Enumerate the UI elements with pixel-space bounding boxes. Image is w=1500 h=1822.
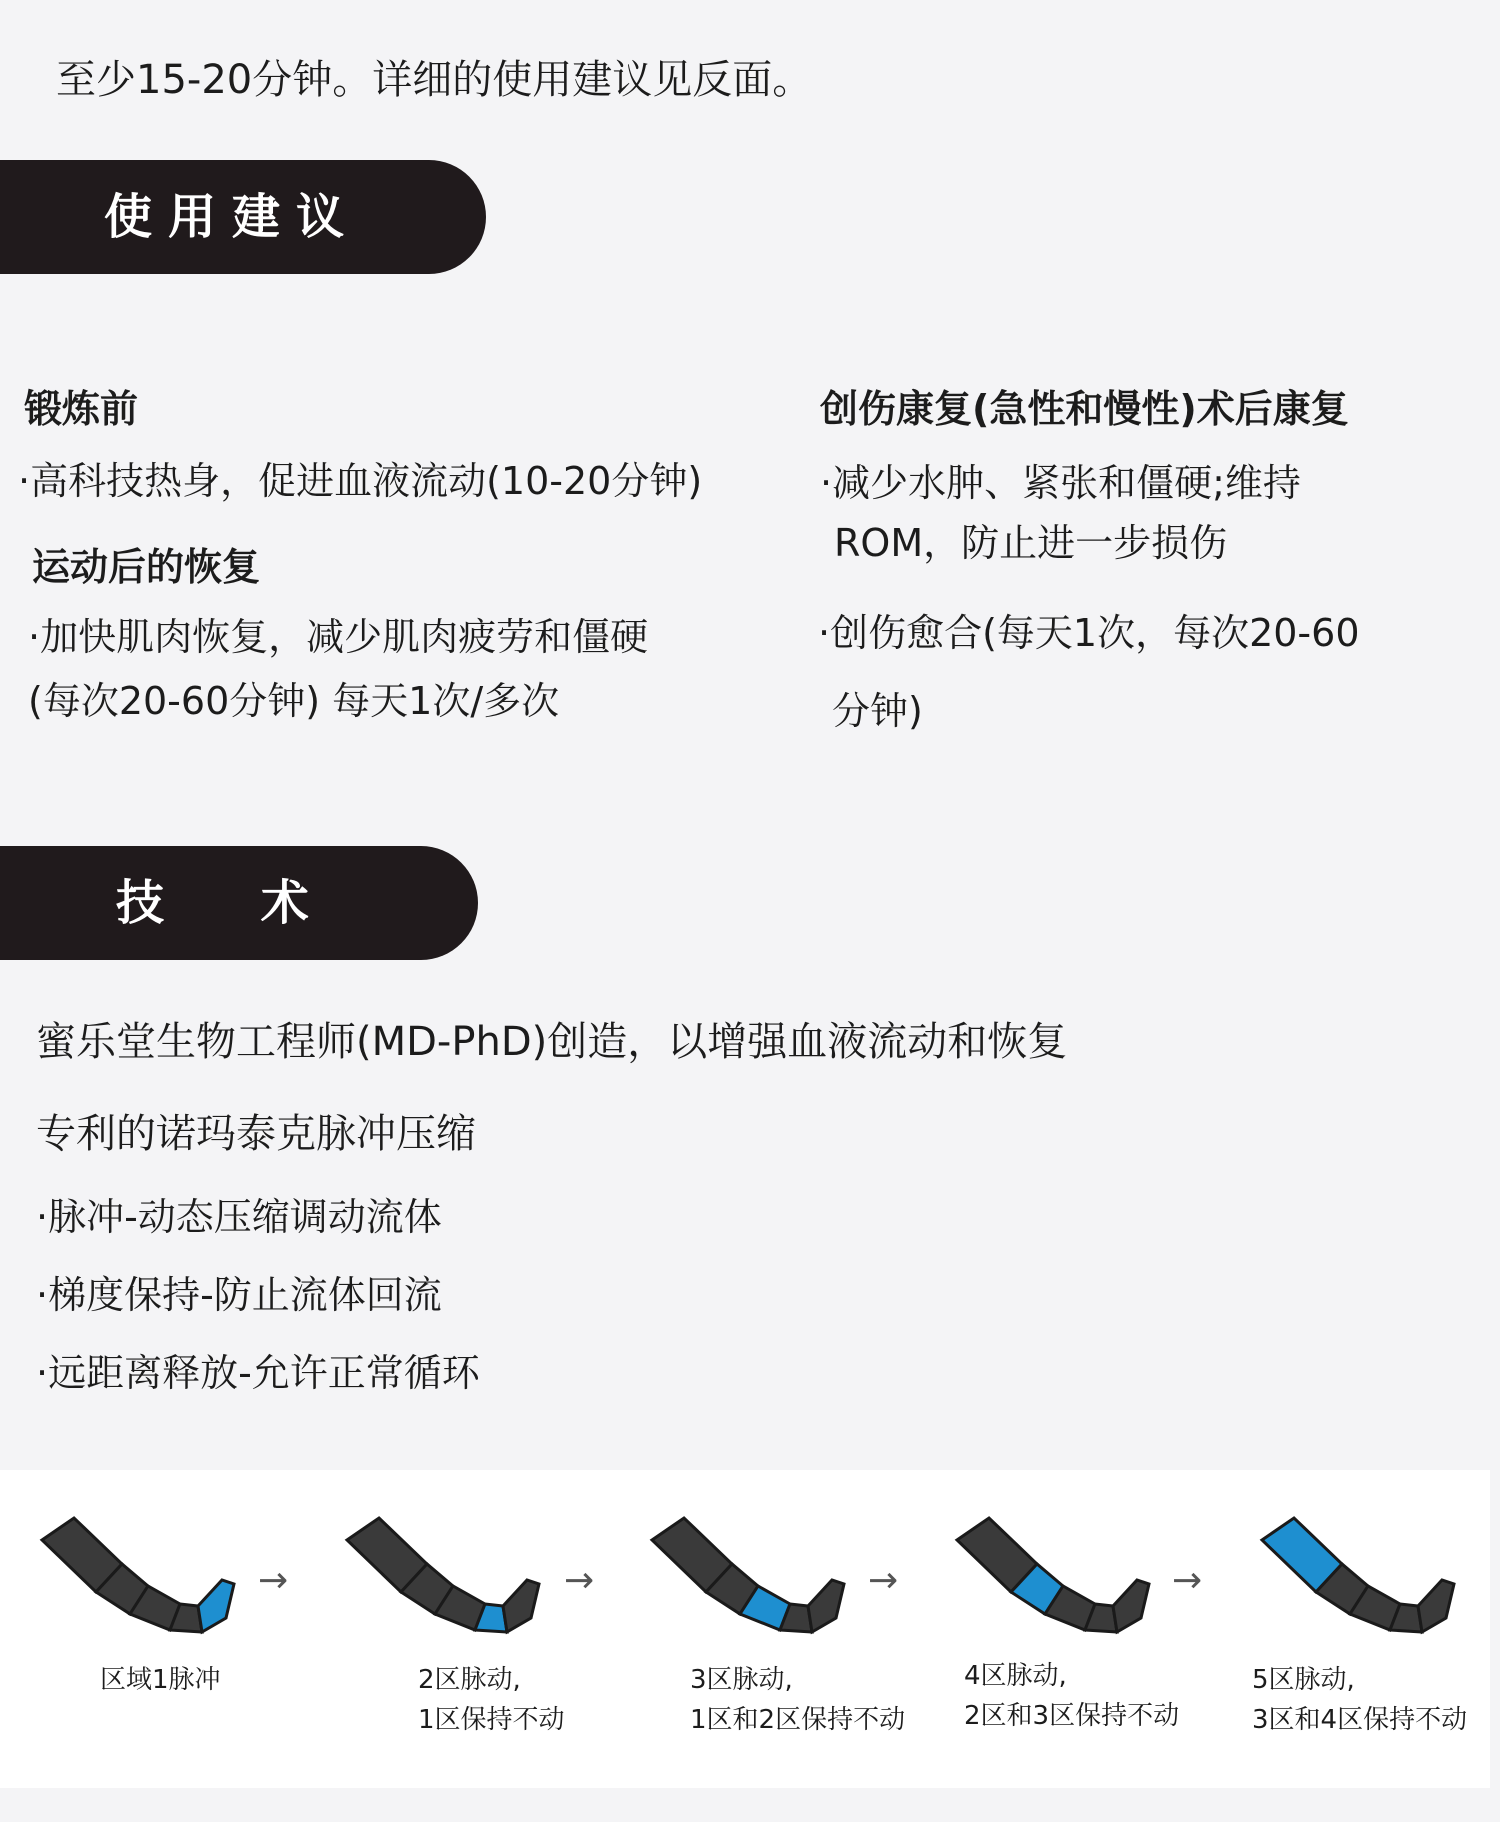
tech-banner bbox=[0, 846, 478, 960]
healing-text-2: 分钟) bbox=[832, 689, 923, 733]
tech-bullet-2: ·梯度保持-防止流体回流 bbox=[36, 1273, 442, 1317]
boot-zone-foot bbox=[198, 1580, 234, 1632]
intro-text: 至少15-20分钟。详细的使用建议见反面。 bbox=[56, 57, 813, 103]
step-caption-line: 4区脉动, bbox=[964, 1661, 1067, 1691]
step-caption-line: 1区保持不动 bbox=[418, 1705, 565, 1735]
step-caption-line: 2区脉动, bbox=[418, 1665, 521, 1695]
step-caption-line: 5区脉动, bbox=[1252, 1665, 1355, 1695]
step-caption-line: 3区脉动, bbox=[690, 1665, 793, 1695]
rehab-text-2: ROM，防止进一步损伤 bbox=[834, 521, 1228, 565]
post-exercise-text-2: (每次20-60分钟) 每天1次/多次 bbox=[28, 679, 560, 723]
tech-banner-title: 技 术 bbox=[116, 875, 349, 931]
step-caption-line: 1区和2区保持不动 bbox=[690, 1705, 906, 1735]
step-caption-1 bbox=[100, 1660, 221, 1700]
boot-zone-foot bbox=[1418, 1580, 1454, 1632]
boot-zone-foot bbox=[808, 1580, 844, 1632]
boot-zone-foot bbox=[503, 1580, 539, 1632]
arrow-3: → bbox=[868, 1560, 899, 1601]
rehab-text-1: ·减少水肿、紧张和僵硬;维持 bbox=[820, 461, 1301, 505]
post-exercise-text-1: ·加快肌肉恢复，减少肌肉疲劳和僵硬 bbox=[28, 615, 649, 659]
arrow-2: → bbox=[564, 1560, 595, 1601]
tech-patent: 专利的诺玛泰克脉冲压缩 bbox=[36, 1111, 476, 1157]
boot-illustration-2 bbox=[335, 1510, 545, 1650]
compression-sequence bbox=[0, 1470, 1490, 1788]
healing-text-1: ·创伤愈合(每天1次，每次20-60 bbox=[818, 611, 1360, 655]
pre-exercise-heading: 锻炼前 bbox=[24, 387, 139, 431]
tech-description: 蜜乐堂生物工程师(MD-PhD)创造，以增强血液流动和恢复 bbox=[36, 1019, 1068, 1065]
boot-zone-foot bbox=[1113, 1580, 1149, 1632]
step-caption-line: 3区和4区保持不动 bbox=[1252, 1705, 1468, 1735]
boot-illustration-3 bbox=[640, 1510, 850, 1650]
step-caption-3 bbox=[690, 1660, 905, 1740]
tech-bullet-1: ·脉冲-动态压缩调动流体 bbox=[36, 1195, 442, 1239]
step-caption-2 bbox=[418, 1660, 565, 1740]
usage-banner-title: 使用建议 bbox=[104, 189, 361, 245]
boot-illustration-4 bbox=[945, 1510, 1155, 1650]
step-caption-line: 2区和3区保持不动 bbox=[964, 1701, 1180, 1731]
arrow-4: → bbox=[1172, 1560, 1203, 1601]
step-caption-line: 区域1脉冲 bbox=[100, 1665, 221, 1695]
pre-exercise-text: ·高科技热身，促进血液流动(10-20分钟) bbox=[18, 459, 703, 503]
step-caption-4 bbox=[964, 1656, 1179, 1736]
usage-banner bbox=[0, 160, 486, 274]
arrow-1: → bbox=[258, 1560, 289, 1601]
rehab-heading: 创伤康复(急性和慢性)术后康复 bbox=[820, 387, 1349, 431]
boot-illustration-5 bbox=[1250, 1510, 1460, 1650]
tech-bullet-3: ·远距离释放-允许正常循环 bbox=[36, 1351, 480, 1395]
post-exercise-heading: 运动后的恢复 bbox=[32, 545, 261, 589]
boot-illustration-1 bbox=[30, 1510, 240, 1650]
step-caption-5 bbox=[1252, 1660, 1467, 1740]
